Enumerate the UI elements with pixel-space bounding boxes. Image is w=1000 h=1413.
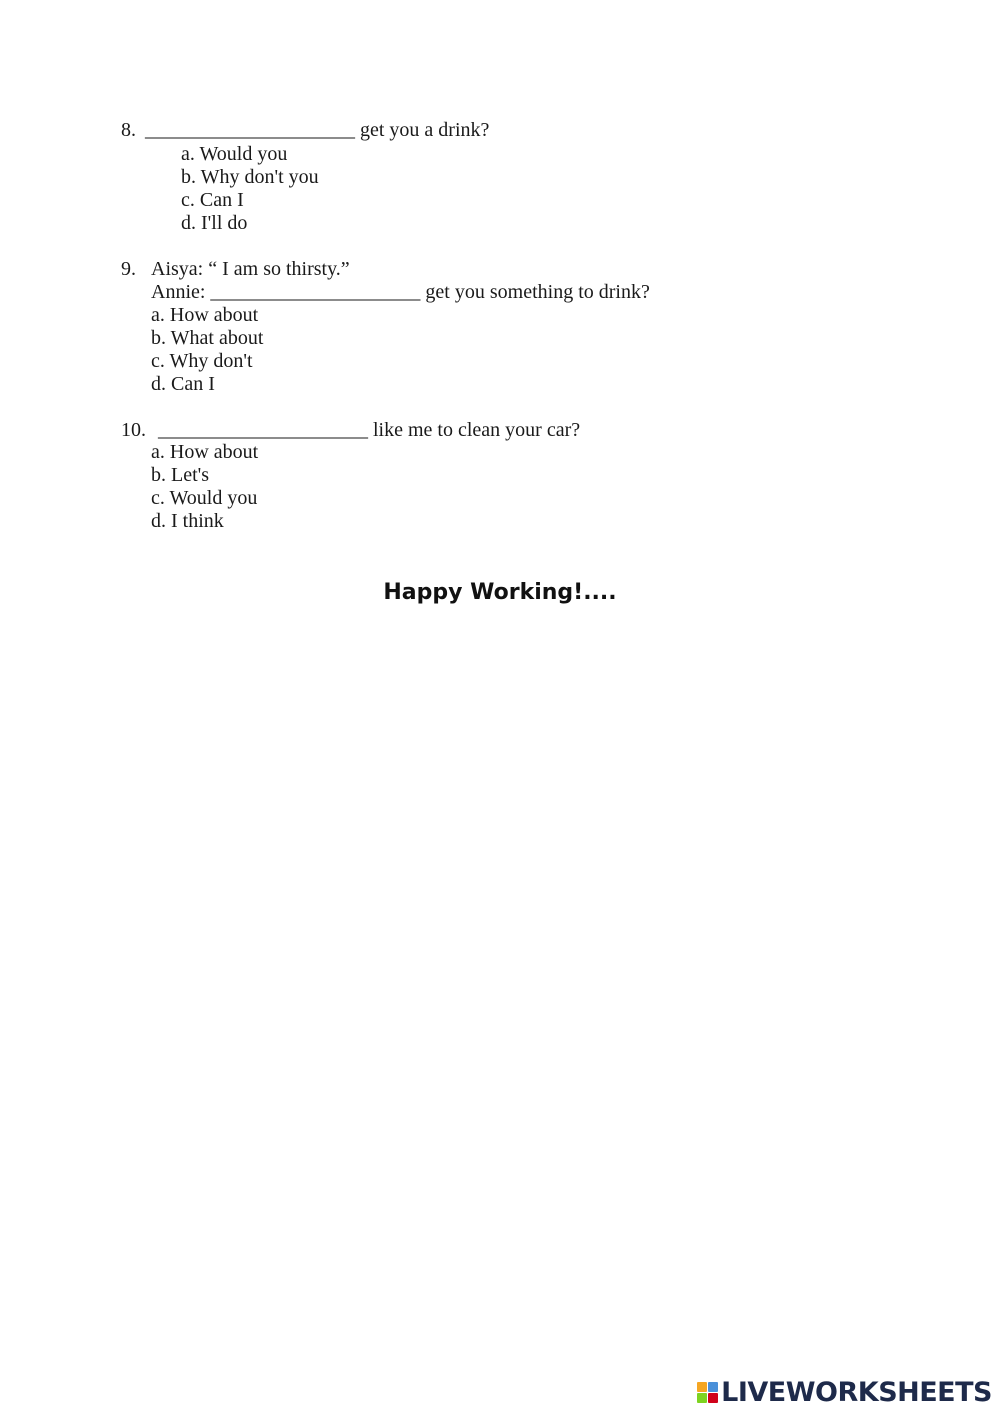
icon-square-1 [697, 1382, 707, 1392]
option-a[interactable]: a. Would you [181, 143, 288, 165]
closing-message: Happy Working!.... [383, 580, 617, 605]
icon-square-2 [708, 1382, 718, 1392]
option-b[interactable]: b. What about [151, 327, 264, 349]
icon-square-4 [708, 1393, 718, 1403]
option-d[interactable]: d. I'll do [181, 212, 248, 234]
question-stem: Aisya: “ I am so thirsty.” [151, 258, 350, 280]
question-number: 10. [121, 419, 146, 441]
option-d[interactable]: d. I think [151, 510, 224, 532]
question-number: 8. [121, 119, 136, 141]
option-c[interactable]: c. Why don't [151, 350, 253, 372]
option-a[interactable]: a. How about [151, 441, 259, 463]
question-stem: _____________________ get you a drink? [145, 119, 490, 141]
question-stem: _____________________ like me to clean your car? [158, 419, 581, 441]
option-a[interactable]: a. How about [151, 304, 259, 326]
brand-logo[interactable] [697, 1377, 992, 1407]
liveworksheets-icon [697, 1382, 718, 1403]
option-c[interactable]: c. Would you [151, 487, 258, 509]
icon-square-3 [697, 1393, 707, 1403]
option-b[interactable]: b. Let's [151, 464, 210, 486]
option-b[interactable]: b. Why don't you [181, 166, 319, 188]
option-d[interactable]: d. Can I [151, 373, 215, 395]
question-stem-line-2: Annie: _____________________ get you something to drink? [151, 281, 650, 303]
question-number: 9. [121, 258, 136, 280]
option-c[interactable]: c. Can I [181, 189, 244, 211]
brand-name: LIVEWORKSHEETS [721, 1376, 992, 1408]
